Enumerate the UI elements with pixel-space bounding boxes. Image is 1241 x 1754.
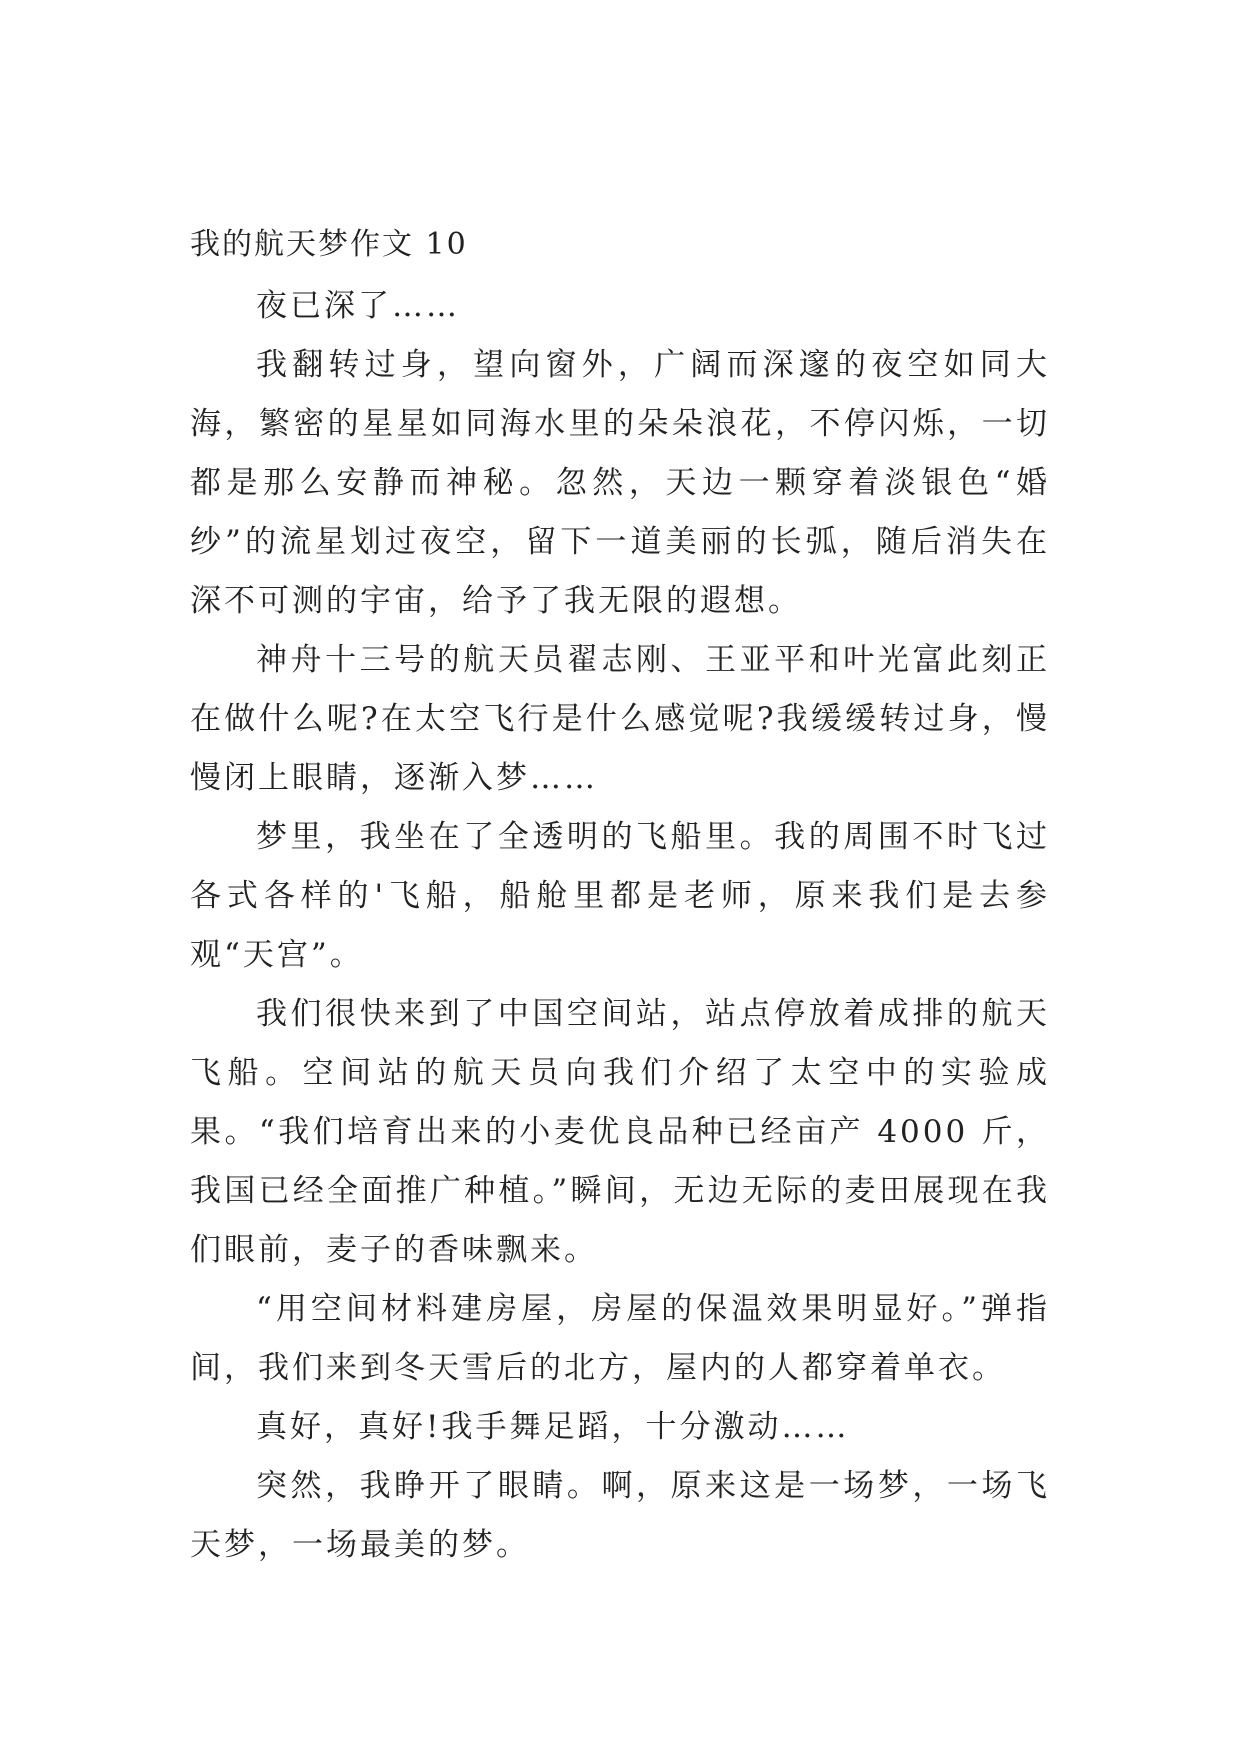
paragraph-7: 真好，真好!我手舞足蹈，十分激动…… xyxy=(256,1409,850,1445)
paragraph-3: 神舟十三号的航天员翟志刚、王亚平和叶光富此刻正在做什么呢?在太空飞行是什么感觉呢?我缓缓转过身，慢慢闭上眼睛，逐渐入梦…… xyxy=(190,642,1050,796)
paragraph-4: 梦里，我坐在了全透明的飞船里。我的周围不时飞过各式各样的'飞船，船舱里都是老师，原来我们是去参观“天宫”。 xyxy=(190,819,1050,973)
paragraph-8: 突然，我睁开了眼睛。啊，原来这是一场梦，一场飞天梦，一场最美的梦。 xyxy=(190,1468,1050,1563)
paragraph-6: “用空间材料建房屋，房屋的保温效果明显好。”弹指间，我们来到冬天雪后的北方，屋内的人都穿着单衣。 xyxy=(190,1291,1050,1386)
document-page xyxy=(190,225,1050,1575)
paragraph-5: 我们很快来到了中国空间站，站点停放着成排的航天飞船。空间站的航天员向我们介绍了太空中的实验成果。“我们培育出来的小麦优良品种已经亩产 4000 斤，我国已经全面推广种植。”瞬间，无边无际的麦田展现在我们眼前，麦子的香味飘来。 xyxy=(190,996,1050,1268)
paragraph-1: 夜已深了…… xyxy=(256,288,460,324)
document-title: 我的航天梦作文 10 xyxy=(190,227,468,262)
paragraph-2: 我翻转过身，望向窗外，广阔而深邃的夜空如同大海，繁密的星星如同海水里的朵朵浪花，不停闪烁，一切都是那么安静而神秘。忽然，天边一颗穿着淡银色“婚纱”的流星划过夜空，留下一道美丽的长弧，随后消失在深不可测的宇宙，给予了我无限的遐想。 xyxy=(190,347,1050,619)
